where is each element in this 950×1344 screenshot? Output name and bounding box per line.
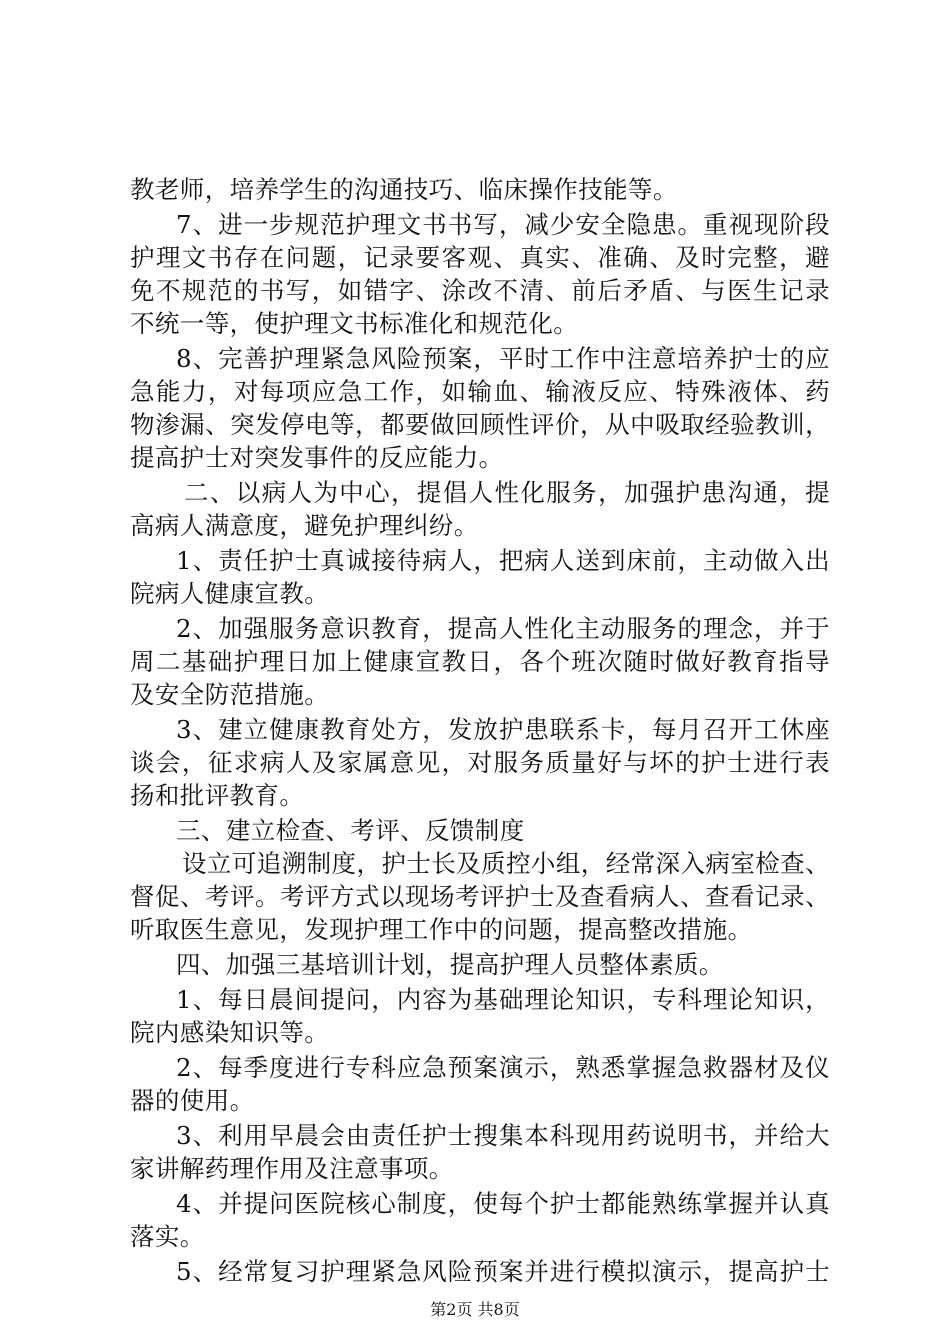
text-line: 扬和批评教育。 xyxy=(130,781,305,810)
section-heading: 二、以病人为中心，提倡人性化服务，加强护患沟通，提 xyxy=(184,478,830,507)
text-line: 2、加强服务意识教育，提高人性化主动服务的理念，并于 xyxy=(176,614,830,643)
text-line: 4、并提问医院核心制度，使每个护士都能熟练掌握并认真 xyxy=(176,1189,830,1218)
text-line: 5、经常复习护理紧急风险预案并进行模拟演示，提高护士 xyxy=(176,1257,830,1286)
text-line: 7、进一步规范护理文书书写，减少安全隐患。重视现阶段 xyxy=(176,210,830,239)
text-line: 3、利用早晨会由责任护士搜集本科现用药说明书，并给大 xyxy=(176,1121,830,1150)
text-line: 及安全防范措施。 xyxy=(130,680,330,709)
text-line: 护理文书存在问题，记录要客观、真实、准确、及时完整，避 xyxy=(130,243,830,272)
text-line: 物渗漏、突发停电等，都要做回顾性评价，从中吸取经验教训， xyxy=(130,410,830,439)
text-line: 2、每季度进行专科应急预案演示，熟悉掌握急救器材及仪 xyxy=(176,1053,830,1082)
text-line: 家讲解药理作用及注意事项。 xyxy=(130,1154,454,1183)
text-line: 督促、考评。考评方式以现场考评护士及查看病人、查看记录、 xyxy=(130,882,830,911)
text-line: 提高护士对突发事件的反应能力。 xyxy=(130,443,504,472)
text-line: 器的使用。 xyxy=(130,1086,255,1115)
text-line: 急能力，对每项应急工作，如输血、输液反应、特殊液体、药 xyxy=(130,377,830,406)
text-line: 1、责任护士真诚接待病人，把病人送到床前，主动做入出 xyxy=(176,546,830,575)
text-line: 8、完善护理紧急风险预案，平时工作中注意培养护士的应 xyxy=(176,344,830,373)
page-footer: 第2页 共8页 xyxy=(430,1300,520,1319)
text-line: 听取医生意见，发现护理工作中的问题，提高整改措施。 xyxy=(130,915,753,944)
text-line: 免不规范的书写，如错字、涂改不清、前后矛盾、与医生记录 xyxy=(130,276,830,305)
section-heading: 三、建立检查、考评、反馈制度 xyxy=(176,816,525,845)
text-line: 不统一等，使护理文书标准化和规范化。 xyxy=(130,309,579,338)
text-line: 谈会，征求病人及家属意见，对服务质量好与坏的护士进行表 xyxy=(130,748,830,777)
text-line: 1、每日晨间提问，内容为基础理论知识，专科理论知识， xyxy=(176,985,830,1014)
text-line: 院内感染知识等。 xyxy=(130,1018,330,1047)
text-line: 3、建立健康教育处方，发放护患联系卡，每月召开工休座 xyxy=(176,715,830,744)
text-line: 设立可追溯制度，护士长及质控小组，经常深入病室检查、 xyxy=(182,849,830,878)
text-line: 教老师，培养学生的沟通技巧、临床操作技能等。 xyxy=(130,175,678,204)
section-heading: 四、加强三基培训计划，提高护理人员整体素质。 xyxy=(176,950,724,979)
text-line: 落实。 xyxy=(130,1222,205,1251)
text-line: 高病人满意度，避免护理纠纷。 xyxy=(130,511,479,540)
text-line: 院病人健康宣教。 xyxy=(130,579,330,608)
text-line: 周二基础护理日加上健康宣教日，各个班次随时做好教育指导 xyxy=(130,647,830,676)
